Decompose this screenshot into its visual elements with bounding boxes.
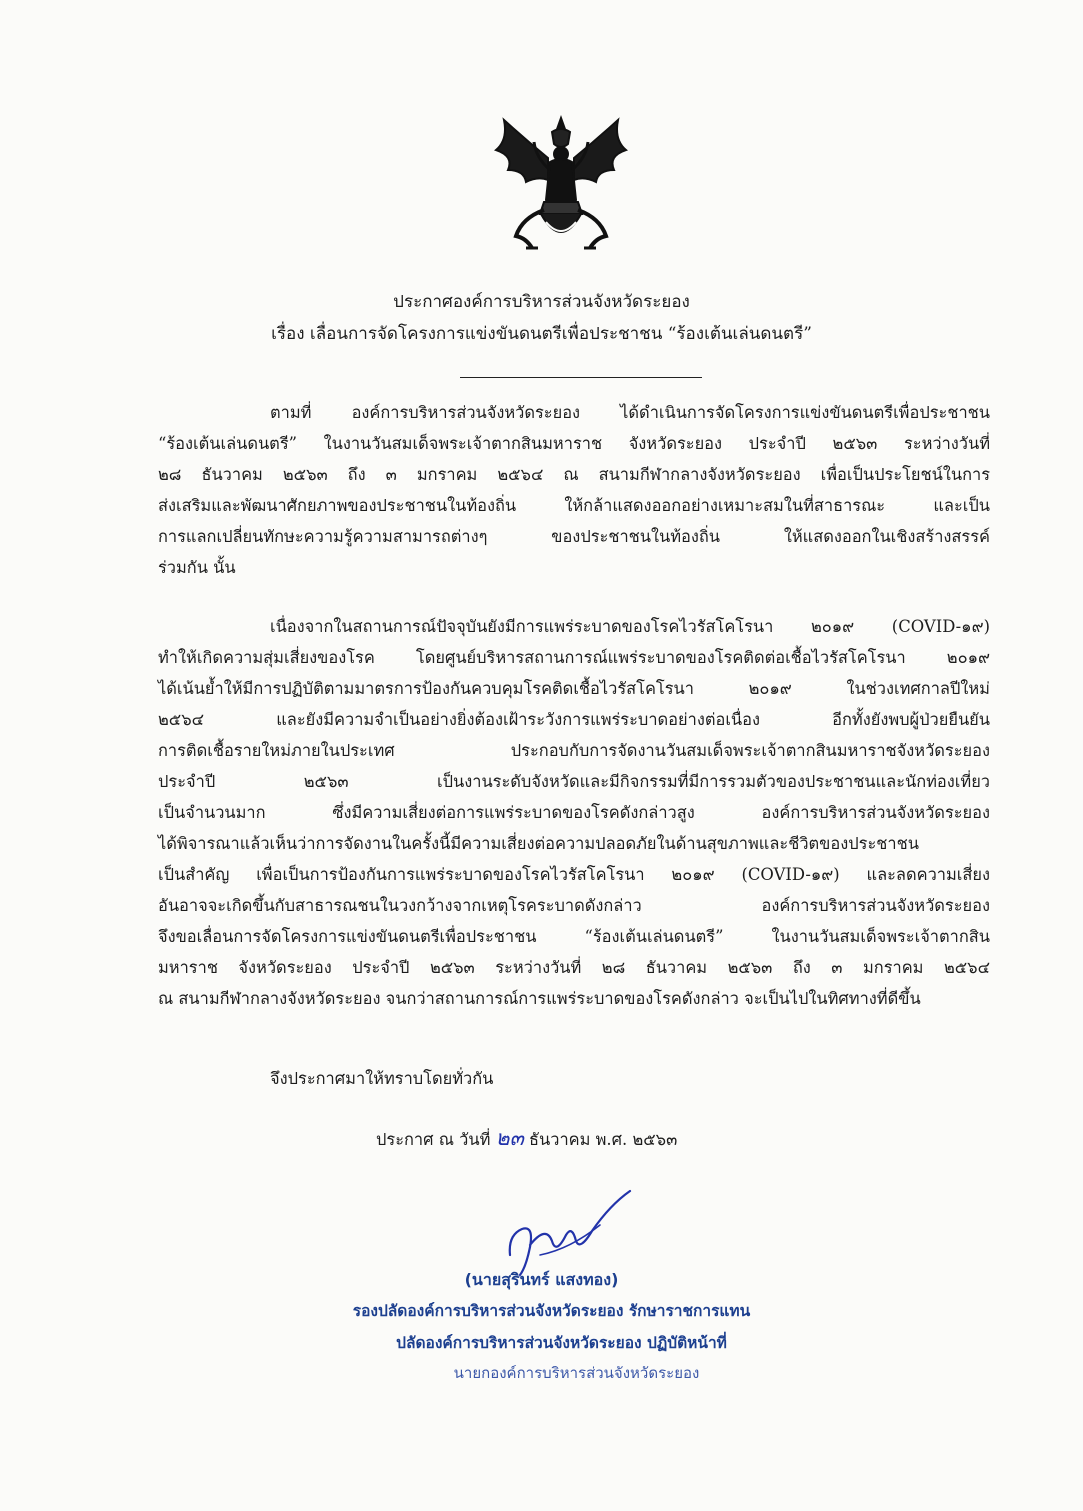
date-prefix: ประกาศ ณ วันที่	[376, 1130, 491, 1149]
closing-statement: จึงประกาศมาให้ทราบโดยทั่วกัน	[270, 1069, 494, 1088]
paragraph-2	[158, 611, 990, 1014]
paragraph-line: มหาราช จังหวัดระยอง ประจำปี ๒๕๖๓ ระหว่างวันที่ ๒๘ ธันวาคม ๒๕๖๓ ถึง ๓ มกราคม ๒๕๖๔	[158, 958, 990, 977]
paragraph-line: ตามที่ องค์การบริหารส่วนจังหวัดระยอง ได้ดำเนินการจัดโครงการแข่งขันดนตรีเพื่อประชาชน	[270, 403, 990, 422]
announcement-date	[376, 1122, 677, 1155]
paragraph-line: จึงขอเลื่อนการจัดโครงการแข่งขันดนตรีเพื่อประชาชน “ร้องเต้นเล่นดนตรี” ในงานวันสมเด็จพระเจ้าตากสิน	[158, 927, 990, 946]
paragraph-line: ๒๕๖๔ และยังมีความจำเป็นอย่างยิ่งต้องเฝ้าระวังการแพร่ระบาดอย่างต่อเนื่อง อีกทั้งยังพบผู้ป่วยยืนยัน	[158, 710, 990, 729]
paragraph-line: เป็นจำนวนมาก ซึ่งมีความเสี่ยงต่อการแพร่ระบาดของโรคดังกล่าวสูง องค์การบริหารส่วนจังหวัดระยอง	[158, 803, 990, 822]
paragraph-line: เป็นสำคัญ เพื่อเป็นการป้องกันการแพร่ระบาดของโรคไวรัสโคโรนา ๒๐๑๙ (COVID-๑๙) และลดความเสี่ยง	[158, 865, 990, 884]
paragraph-line: ประจำปี ๒๕๖๓ เป็นงานระดับจังหวัดและมีกิจกรรมที่มีการรวมตัวของประชาชนและนักท่องเที่ยว	[158, 772, 990, 791]
paragraph-line: เนื่องจากในสถานการณ์ปัจจุบันยังมีการแพร่ระบาดของโรคไวรัสโคโรนา ๒๐๑๙ (COVID-๑๙)	[270, 617, 990, 636]
garuda-emblem-icon	[486, 110, 636, 260]
signatory-position-3: นายกองค์การบริหารส่วนจังหวัดระยอง	[453, 1364, 700, 1382]
announcement-subject: เรื่อง เลื่อนการจัดโครงการแข่งขันดนตรีเพื่อประชาชน “ร้องเต้นเล่นดนตรี”	[271, 324, 812, 344]
paragraph-line: ได้เน้นย้ำให้มีการปฏิบัติตามมาตรการป้องกันควบคุมโรคติดเชื้อไวรัสโคโรนา ๒๐๑๙ ในช่วงเทศกาลปีใหม่	[158, 679, 990, 698]
paragraph-line: ณ สนามกีฬากลางจังหวัดระยอง จนกว่าสถานการณ์การแพร่ระบาดของโรคดังกล่าว จะเป็นไปในทิศทางที่ดีขึ้น	[158, 989, 921, 1008]
date-day-handwritten: ๒๓	[495, 1126, 524, 1150]
paragraph-line: อันอาจจะเกิดขึ้นกับสาธารณชนในวงกว้างจากเหตุโรคระบาดดังกล่าว องค์การบริหารส่วนจังหวัดระยอง	[158, 896, 990, 915]
paragraph-1	[158, 397, 990, 583]
paragraph-line: ๒๘ ธันวาคม ๒๕๖๓ ถึง ๓ มกราคม ๒๕๖๔ ณ สนามกีฬากลางจังหวัดระยอง เพื่อเป็นประโยชน์ในการ	[158, 465, 990, 484]
title-divider	[460, 377, 702, 378]
signatory-position-2: ปลัดองค์การบริหารส่วนจังหวัดระยอง ปฏิบัติหน้าที่	[396, 1334, 727, 1352]
announcement-title: ประกาศองค์การบริหารส่วนจังหวัดระยอง	[393, 292, 690, 312]
paragraph-line: การติดเชื้อรายใหม่ภายในประเทศ ประกอบกับการจัดงานวันสมเด็จพระเจ้าตากสินมหาราชจังหวัดระยอง	[158, 741, 990, 760]
paragraph-line: การแลกเปลี่ยนทักษะความรู้ความสามารถต่างๆ ของประชาชนในท้องถิ่น ให้แสดงออกในเชิงสร้างสรรค์	[158, 527, 990, 546]
signatory-position-1: รองปลัดองค์การบริหารส่วนจังหวัดระยอง รักษาราชการแทน	[352, 1302, 751, 1320]
signatory-name: (นายสุรินทร์ แสงทอง)	[464, 1270, 619, 1289]
paragraph-line: ร่วมกัน นั้น	[158, 558, 236, 577]
paragraph-line: ส่งเสริมและพัฒนาศักยภาพของประชาชนในท้องถิ่น ให้กล้าแสดงออกอย่างเหมาะสมในที่สาธารณะ และเป็น	[158, 496, 990, 515]
date-suffix: ธันวาคม พ.ศ. ๒๕๖๓	[529, 1130, 678, 1149]
paragraph-line: “ร้องเต้นเล่นดนตรี” ในงานวันสมเด็จพระเจ้าตากสินมหาราช จังหวัดระยอง ประจำปี ๒๕๖๓ ระหว่างวันที่	[158, 434, 990, 453]
paragraph-line: ทำให้เกิดความสุ่มเสี่ยงของโรค โดยศูนย์บริหารสถานการณ์แพร่ระบาดของโรคติดต่อเชื้อไวรัสโคโรนา ๒๐๑๙	[158, 648, 990, 667]
paragraph-line: ได้พิจารณาแล้วเห็นว่าการจัดงานในครั้งนี้มีความเสี่ยงต่อความปลอดภัยในด้านสุขภาพและชีวิตของประชาชน	[158, 834, 919, 853]
